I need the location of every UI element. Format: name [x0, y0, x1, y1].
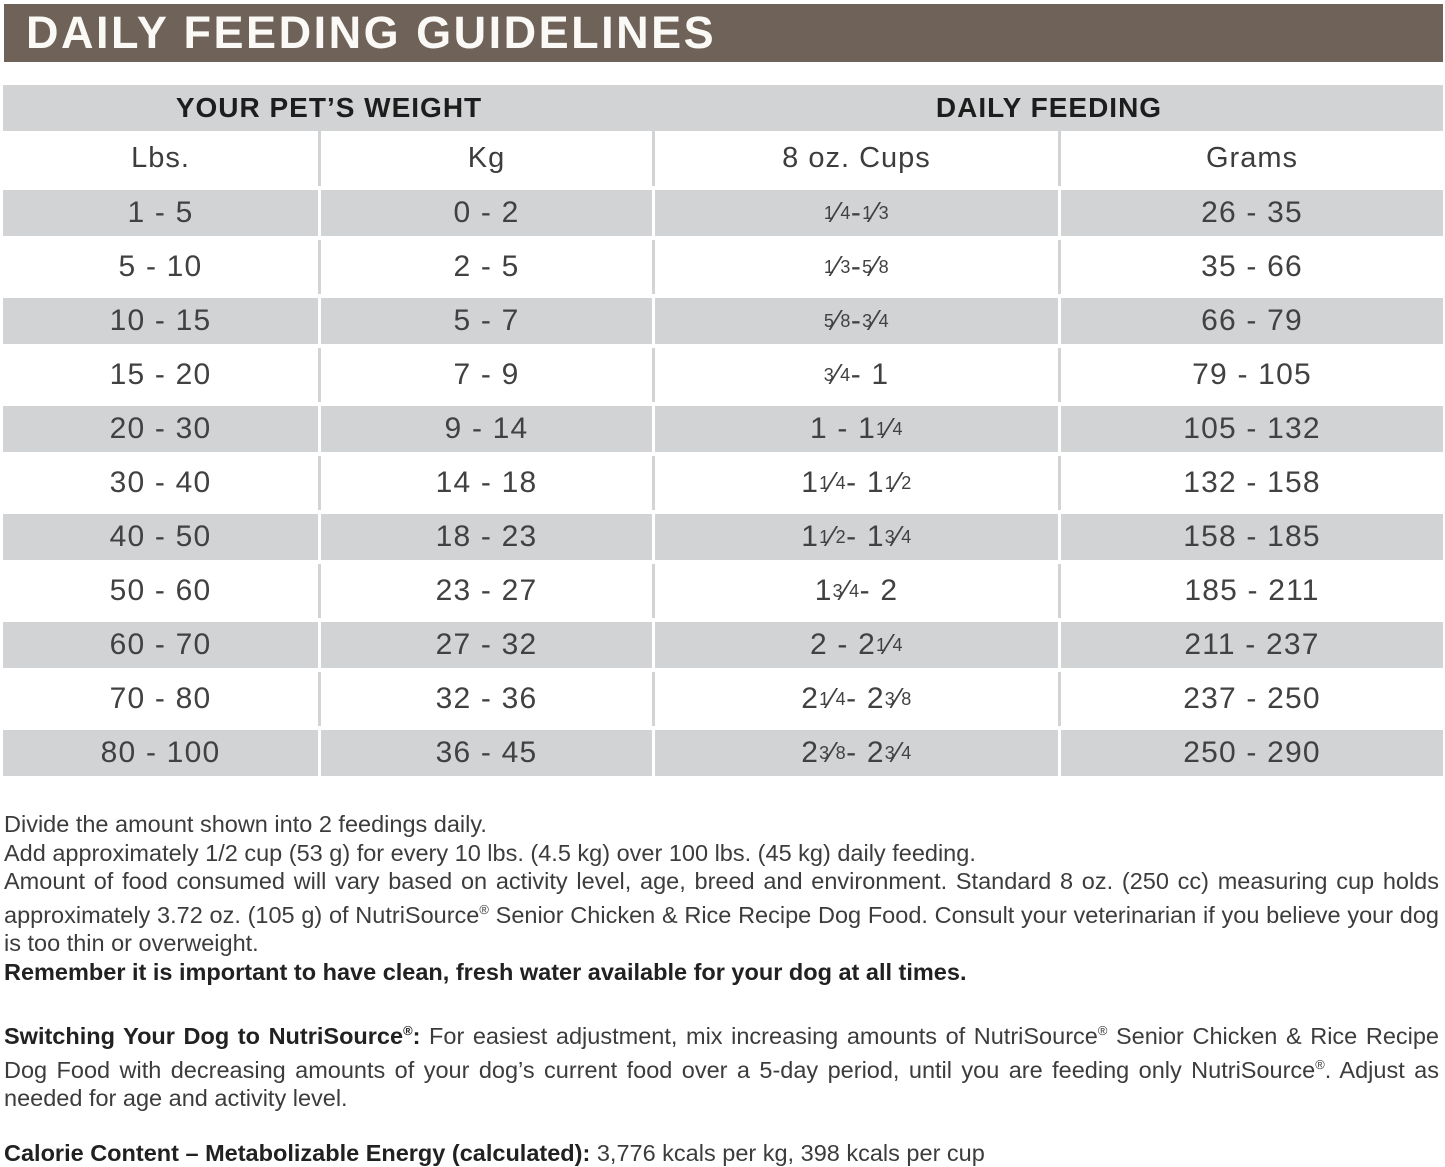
note-fresh-water: Remember it is important to have clean, fresh water available for your dog at all times. — [4, 958, 967, 985]
switching-text: For easiest adjustment, mix increasing amounts of NutriSource® Senior Chicken & Rice Recipe Dog Food with decreasing amounts of your dog’s current food over a 5-day period, until you are feeding only NutriSource®. Adjust as needed for age and activity level. — [4, 1023, 1439, 1112]
table-cell: 27 - 32 — [321, 622, 655, 668]
table-cell: 105 - 132 — [1183, 412, 1321, 445]
table-cell: 2 3 ⁄ 8 - 2 3 ⁄ 4 — [655, 730, 1061, 776]
table-row — [3, 672, 1443, 726]
switching-paragraph — [4, 1017, 1439, 1113]
table-row — [3, 726, 1443, 780]
table-cell: 2 - 2 1 ⁄ 4 — [655, 622, 1061, 668]
table-column-header-row — [3, 131, 1443, 186]
group-header-your-pets-weight: YOUR PET’S WEIGHT — [175, 92, 483, 123]
table-cell: 10 - 15 — [3, 298, 321, 344]
table-cell: 20 - 30 — [3, 406, 321, 452]
table-cell: 1 ⁄ 3 - 5 ⁄ 8 — [655, 240, 1061, 294]
table-cell: 1 3 ⁄ 4 - 2 — [655, 564, 1061, 618]
table-cell: 1 1 ⁄ 2 - 1 3 ⁄ 4 — [655, 514, 1061, 560]
table-cell: 185 - 211 — [1184, 574, 1320, 607]
table-cell: 2 - 5 — [321, 240, 655, 294]
note-add-half-cup: Add approximately 1/2 cup (53 g) for every 10 lbs. (4.5 kg) over 100 lbs. (45 kg) daily feeding. — [4, 839, 976, 866]
table-cell: 14 - 18 — [321, 456, 655, 510]
column-header-lbs: Lbs. — [3, 131, 321, 186]
table-row — [3, 186, 1443, 240]
calorie-lead: Calorie Content – Metabolizable Energy (calculated): — [4, 1139, 591, 1166]
table-cell: 237 - 250 — [1183, 682, 1321, 715]
table-cell: 66 - 79 — [1201, 304, 1303, 337]
banner — [4, 4, 1443, 62]
table-cell: 211 - 237 — [1184, 628, 1320, 661]
table-cell: 5 ⁄ 8 - 3 ⁄ 4 — [655, 298, 1061, 344]
calorie-line — [4, 1139, 1439, 1167]
group-header-daily-feeding: DAILY FEEDING — [935, 92, 1163, 123]
table-row — [3, 402, 1443, 456]
table-cell: 15 - 20 — [3, 348, 321, 402]
column-header-grams: Grams — [1206, 142, 1298, 174]
table-cell: 35 - 66 — [1201, 250, 1303, 283]
table-cell: 250 - 290 — [1183, 736, 1321, 769]
table-cell: 18 - 23 — [321, 514, 655, 560]
table-row — [3, 564, 1443, 618]
table-cell: 1 ⁄ 4 - 1 ⁄ 3 — [655, 190, 1061, 236]
table-cell: 158 - 185 — [1183, 520, 1321, 553]
table-cell: 1 - 1 1 ⁄ 4 — [655, 406, 1061, 452]
calorie-text: 3,776 kcals per kg, 398 kcals per cup — [590, 1139, 985, 1166]
table-cell: 50 - 60 — [3, 564, 321, 618]
table-cell: 70 - 80 — [3, 672, 321, 726]
table-cell: 23 - 27 — [321, 564, 655, 618]
table-cell: 1 - 5 — [3, 190, 321, 236]
table-cell: 5 - 7 — [321, 298, 655, 344]
table-cell: 36 - 45 — [321, 730, 655, 776]
table-cell: 5 - 10 — [3, 240, 321, 294]
page-title: DAILY FEEDING GUIDELINES — [26, 7, 717, 58]
table-cell: 26 - 35 — [1201, 196, 1303, 229]
table-cell: 9 - 14 — [321, 406, 655, 452]
table-cell: 79 - 105 — [1192, 358, 1312, 391]
table-cell: 40 - 50 — [3, 514, 321, 560]
table-cell: 0 - 2 — [321, 190, 655, 236]
table-cell: 2 1 ⁄ 4 - 2 3 ⁄ 8 — [655, 672, 1061, 726]
table-cell: 132 - 158 — [1183, 466, 1321, 499]
table-cell: 80 - 100 — [3, 730, 321, 776]
notes-section — [4, 810, 1439, 1167]
table-row — [3, 348, 1443, 402]
note-divide-feedings: Divide the amount shown into 2 feedings daily. — [4, 811, 487, 837]
table-cell: 30 - 40 — [3, 456, 321, 510]
feeding-table — [3, 85, 1443, 780]
table-row — [3, 618, 1443, 672]
table-group-header-row — [3, 85, 1443, 131]
column-header-cups: 8 oz. Cups — [655, 131, 1061, 186]
switching-lead: Switching Your Dog to NutriSource®: — [4, 1023, 421, 1050]
table-cell: 1 1 ⁄ 4 - 1 1 ⁄ 2 — [655, 456, 1061, 510]
table-cell: 3 ⁄ 4 - 1 — [655, 348, 1061, 402]
table-row — [3, 456, 1443, 510]
table-row — [3, 294, 1443, 348]
note-amount-paragraph: Amount of food consumed will vary based on activity level, age, breed and environment. Standard 8 oz. (250 cc) measuring cup holds approximately 3.72 oz. (105 g) of NutriSource® Senior Chicken & Rice Recipe Dog Food. Consult your veterinarian if you believe your dog is too thin or overweight. — [4, 868, 1439, 957]
table-cell: 7 - 9 — [321, 348, 655, 402]
table-row — [3, 240, 1443, 294]
table-cell: 32 - 36 — [321, 672, 655, 726]
feeding-table-body — [3, 186, 1443, 780]
table-cell: 60 - 70 — [3, 622, 321, 668]
table-row — [3, 510, 1443, 564]
column-header-kg: Kg — [321, 131, 655, 186]
